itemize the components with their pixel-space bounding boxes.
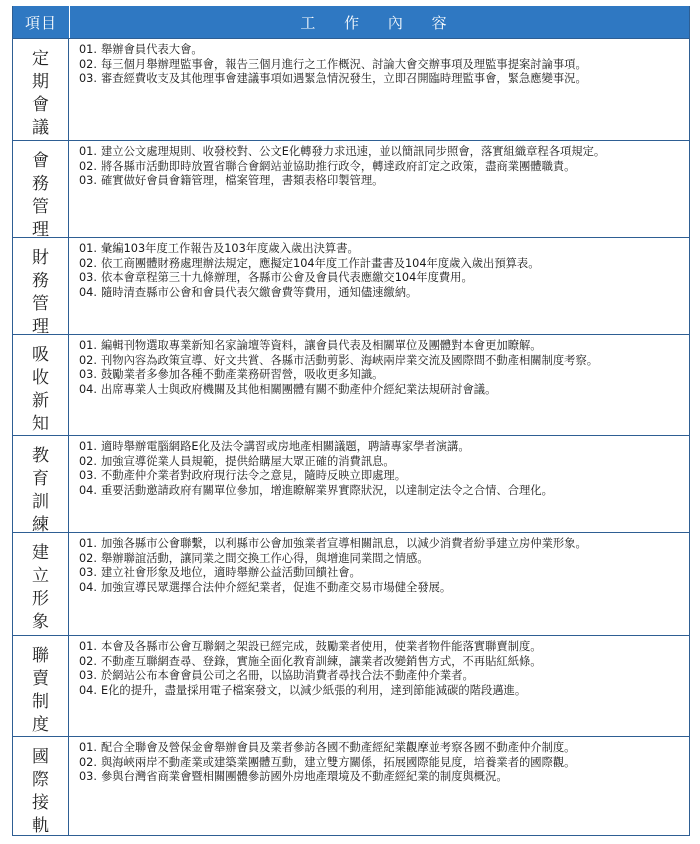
list-item bbox=[79, 72, 681, 87]
item-number: 03. bbox=[79, 469, 97, 483]
list-item bbox=[79, 271, 681, 286]
item-number: 01. bbox=[79, 339, 97, 352]
list-item bbox=[79, 669, 681, 684]
list-item bbox=[79, 242, 681, 257]
item-number: 03. bbox=[79, 770, 97, 784]
item-number: 01. bbox=[79, 242, 97, 255]
list-item bbox=[79, 286, 681, 301]
item-text: 建立公文處理規則、收發校對、公文E化轉發力求迅速，並以簡訊同步照會，落實組織章程各項規定。 bbox=[101, 145, 606, 158]
item-text: 鼓勵業者多參加各種不動產業務研習營，吸收更多知識。 bbox=[101, 368, 384, 382]
item-text: 彙編103年度工作報告及103年度歲入歲出決算書。 bbox=[101, 242, 359, 255]
table-body bbox=[13, 38, 689, 835]
list-item bbox=[79, 552, 681, 567]
item-number: 01. bbox=[79, 741, 97, 754]
list-item bbox=[79, 770, 681, 785]
list-item bbox=[79, 566, 681, 581]
item-number: 03. bbox=[79, 174, 97, 188]
header-content: 工 作 內 容 bbox=[300, 13, 459, 32]
item-number: 01. bbox=[79, 640, 97, 653]
table-row bbox=[13, 736, 689, 835]
items-cell bbox=[69, 141, 689, 237]
work-table bbox=[12, 6, 690, 836]
header-category: 項目 bbox=[13, 6, 70, 38]
item-text: 舉辦聯誼活動，讓同業之間交換工作心得，與增進同業間之情感。 bbox=[101, 551, 429, 565]
item-text: 適時舉辦電腦網路E化及法令講習或房地產相關議題，聘請專家學者演講。 bbox=[101, 440, 470, 453]
item-text: 與海峽兩岸不動產業或建築業團體互動，建立雙方關係，拓展國際能見度，培養業者的國際觀。 bbox=[101, 755, 576, 769]
table-header bbox=[13, 6, 689, 38]
item-text: 依本會章程第三十九條辦理，各縣市公會及會員代表應繳交104年度費用。 bbox=[101, 271, 473, 285]
item-text: 參與台灣省商業會暨相關團體參訪國外房地產環境及不動產經紀業的制度與概況。 bbox=[101, 770, 508, 784]
item-text: 每三個月舉辦理監事會，報告三個月進行之工作概況、討論大會交辦事項及理監事提案討論事項。 bbox=[101, 57, 587, 71]
category-cell bbox=[13, 39, 69, 140]
category-label: 國 際 接 軌 bbox=[32, 747, 49, 836]
item-number: 04. bbox=[79, 483, 97, 497]
items-cell bbox=[69, 238, 689, 334]
category-label: 財 務 管 理 bbox=[32, 248, 49, 337]
item-number: 04. bbox=[79, 285, 97, 299]
table-row bbox=[13, 435, 689, 535]
category-cell bbox=[13, 737, 69, 835]
item-text: 加強宣導從業人員規範，提供給購屋大眾正確的消費訊息。 bbox=[101, 454, 395, 468]
list-item bbox=[79, 368, 681, 383]
list-item bbox=[79, 640, 681, 655]
list-item bbox=[79, 684, 681, 699]
list-item bbox=[79, 581, 681, 596]
table-row bbox=[13, 532, 689, 635]
item-text: 將各縣市活動即時放置省聯合會網站並協助推行政令，轉達政府訂定之政策，盡商業團體職責。 bbox=[101, 159, 576, 173]
category-cell bbox=[13, 636, 69, 736]
table-row bbox=[13, 635, 689, 736]
item-number: 04. bbox=[79, 683, 97, 697]
items-cell bbox=[69, 533, 689, 635]
category-label: 定 期 會 議 bbox=[32, 49, 49, 138]
item-text: 加強各縣市公會聯繫，以利縣市公會加強業者宣導相關訊息，以減少消費者紛爭建立房仲業形象。 bbox=[101, 537, 587, 550]
items-cell bbox=[69, 39, 689, 140]
item-text: 確實做好會員會籍管理，檔案管理，書類表格印製管理。 bbox=[101, 174, 384, 188]
item-number: 02. bbox=[79, 454, 97, 468]
item-text: 配合全聯會及營保金會舉辦會員及業者參訪各國不動產經紀業觀摩並考察各國不動產仲介制度。 bbox=[101, 741, 576, 754]
category-cell bbox=[13, 141, 69, 240]
list-item bbox=[79, 174, 681, 189]
item-number: 02. bbox=[79, 57, 97, 71]
item-number: 03. bbox=[79, 566, 97, 580]
list-item bbox=[79, 440, 681, 455]
list-item bbox=[79, 484, 681, 499]
list-item bbox=[79, 339, 681, 354]
item-number: 02. bbox=[79, 551, 97, 565]
category-cell bbox=[13, 436, 69, 535]
item-number: 02. bbox=[79, 755, 97, 769]
item-number: 02. bbox=[79, 256, 97, 270]
items-cell bbox=[69, 636, 689, 736]
items-cell bbox=[69, 436, 689, 532]
item-number: 02. bbox=[79, 654, 97, 668]
category-label: 聯 賣 制 度 bbox=[32, 646, 49, 735]
item-number: 04. bbox=[79, 382, 97, 396]
table-row bbox=[13, 140, 689, 240]
item-number: 01. bbox=[79, 43, 97, 56]
list-item bbox=[79, 354, 681, 369]
item-number: 01. bbox=[79, 537, 97, 550]
item-text: 本會及各縣市公會互聯網之架設已經完成，鼓勵業者使用，使業者物件能落實聯賣制度。 bbox=[101, 640, 542, 653]
list-item bbox=[79, 58, 681, 73]
item-number: 03. bbox=[79, 368, 97, 382]
category-cell bbox=[13, 238, 69, 337]
list-item bbox=[79, 160, 681, 175]
item-number: 01. bbox=[79, 145, 97, 158]
list-item bbox=[79, 756, 681, 771]
item-text: 於網站公布本會會員公司之名冊，以協助消費者尋找合法不動產仲介業者。 bbox=[101, 669, 474, 683]
list-item bbox=[79, 383, 681, 398]
list-item bbox=[79, 145, 681, 160]
item-text: 刊物內容為政策宣導、好文共賞、各縣市活動剪影、海峽兩岸業交流及國際間不動產相關制度考察。 bbox=[101, 353, 599, 367]
item-number: 03. bbox=[79, 72, 97, 86]
item-text: 不動產仲介業者對政府現行法令之意見，隨時反映立即處理。 bbox=[101, 469, 407, 483]
list-item bbox=[79, 741, 681, 756]
item-number: 03. bbox=[79, 271, 97, 285]
item-text: 建立社會形象及地位，適時舉辦公益活動回饋社會。 bbox=[101, 566, 361, 580]
item-text: 加強宣導民眾選擇合法仲介經紀業者，促進不動產交易市場健全發展。 bbox=[101, 580, 452, 594]
list-item bbox=[79, 537, 681, 552]
list-item bbox=[79, 469, 681, 484]
table-row bbox=[13, 334, 689, 435]
category-label: 教 育 訓 練 bbox=[32, 446, 49, 535]
item-text: 依工商團體財務處理辦法規定，應擬定104年度工作計畫書及104年度歲入歲出預算表。 bbox=[101, 256, 540, 270]
category-cell bbox=[13, 335, 69, 435]
category-cell bbox=[13, 533, 69, 635]
item-text: 舉辦會員代表大會。 bbox=[101, 43, 203, 56]
list-item bbox=[79, 455, 681, 470]
item-text: 出席專業人士與政府機關及其他相關團體有關不動產仲介經紀業法規研討會議。 bbox=[101, 382, 497, 396]
list-item bbox=[79, 257, 681, 272]
item-text: 不動產互聯網查尋、登錄，實施全面化教育訓練，讓業者改變銷售方式，不再貼紅紙條。 bbox=[101, 654, 542, 668]
items-cell bbox=[69, 737, 689, 835]
item-text: 審查經費收支及其他理事會建議事項如遇緊急情況發生，立即召開臨時理監事會，緊急應變事況。 bbox=[101, 72, 587, 86]
item-text: 編輯刊物選取專業新知名家論壇等資料，讓會員代表及相關單位及團體對本會更加瞭解。 bbox=[101, 339, 542, 352]
items-cell bbox=[69, 335, 689, 435]
table-row bbox=[13, 38, 689, 140]
item-text: 隨時清查縣市公會和會員代表欠繳會費等費用，通知儘速繳納。 bbox=[101, 285, 418, 299]
item-number: 02. bbox=[79, 353, 97, 367]
item-number: 01. bbox=[79, 440, 97, 453]
item-text: E化的提升，盡量採用電子檔案發文，以減少紙張的利用，達到節能減碳的階段邁進。 bbox=[101, 683, 527, 697]
item-text: 重要活動邀請政府有關單位參加，增進瞭解業界實際狀況，以達制定法令之合情、合理化。 bbox=[101, 483, 553, 497]
list-item bbox=[79, 43, 681, 58]
item-number: 03. bbox=[79, 669, 97, 683]
category-label: 建 立 形 象 bbox=[32, 543, 49, 632]
list-item bbox=[79, 655, 681, 670]
item-number: 04. bbox=[79, 580, 97, 594]
category-label: 吸 收 新 知 bbox=[32, 345, 49, 434]
item-number: 02. bbox=[79, 159, 97, 173]
category-label: 會 務 管 理 bbox=[32, 151, 49, 240]
table-row bbox=[13, 237, 689, 337]
